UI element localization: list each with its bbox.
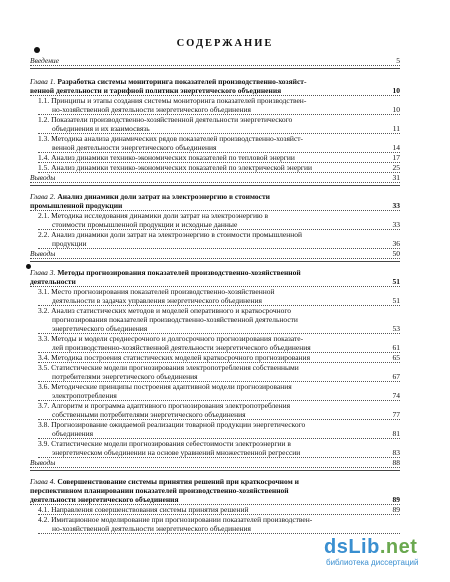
watermark-subtitle: библиотека диссертаций	[326, 558, 419, 567]
chapter-label: Глава 2.	[30, 192, 58, 201]
toc-item	[38, 230, 400, 249]
entry-line: объединения и их взаимосвязь	[38, 124, 400, 134]
entry-line: 3.4. Методика построения статистических моделей краткосрочного прогнозирования	[38, 353, 400, 363]
entry-line: 3.7. Алгоритм и программа адаптивного прогнозирования электропотребления	[38, 401, 291, 410]
toc-item	[38, 134, 400, 153]
entry-line: Введение	[30, 56, 400, 66]
entry-line: Выводы	[30, 249, 400, 259]
entry-line: лей производственно-хозяйственной деятельности энергетического объединения	[38, 343, 400, 353]
chapter-heading	[30, 268, 400, 287]
page-number: 36	[392, 239, 400, 248]
page-title: СОДЕРЖАНИЕ	[176, 38, 274, 49]
toc-item	[38, 115, 400, 134]
bullet-mark	[34, 47, 40, 53]
entry-line: Выводы	[30, 458, 400, 468]
section-divider	[30, 470, 400, 471]
toc-item	[38, 163, 400, 173]
chapter-title: Методы прогнозирования показателей производственно-хозяйственной	[57, 268, 301, 277]
page-number: 11	[392, 124, 400, 133]
entry-line: 3.9. Статистические модели прогнозирования себестоимости электроэнергии в	[38, 439, 291, 448]
page-number: 14	[392, 143, 400, 152]
entry-line: 1.4. Анализ динамики технико-экономических показателей по тепловой энергии	[38, 153, 400, 163]
page-number: 67	[392, 372, 400, 381]
entry-line: 4.2. Имитационное моделирование при прогнозировании показателей производствен-	[38, 515, 313, 524]
page-number: 83	[392, 448, 400, 457]
entry-line: 3.3. Методы и модели среднесрочного и долгосрочного прогнозирования показате-	[38, 334, 304, 343]
entry-line: деятельности энергетического объединения	[30, 495, 400, 505]
toc-item	[38, 96, 400, 115]
page-number: 25	[392, 163, 400, 172]
chapter-heading	[30, 192, 400, 211]
entry-line: 3.5. Статистические модели прогнозирования электропотребления собственными	[38, 363, 299, 372]
entry-line	[30, 192, 400, 201]
page-number: 10	[392, 86, 400, 95]
page-number: 88	[392, 458, 400, 467]
entry-line: стоимости промышленной продукции и исходные данные	[38, 220, 400, 230]
page-number: 89	[392, 495, 400, 504]
toc-item	[38, 363, 400, 382]
entry-line: 1.3. Методика анализа динамических рядов показателей производственно-хозяйст-	[38, 134, 304, 143]
page-number: 33	[392, 220, 400, 229]
watermark	[324, 536, 442, 570]
page-number: 74	[392, 391, 400, 400]
toc-intro	[30, 56, 400, 66]
page-number: 50	[392, 249, 400, 258]
section-divider	[30, 68, 400, 69]
page-number: 61	[392, 343, 400, 352]
entry-line: деятельности	[30, 277, 400, 287]
chapter-title: Совершенствование системы принятия решений при краткосрочном и	[57, 477, 299, 486]
entry-line: промышленной продукции	[30, 201, 400, 211]
toc-item	[38, 439, 400, 458]
entry-line	[30, 77, 400, 86]
page-number: 33	[392, 201, 400, 210]
entry-line	[30, 268, 400, 277]
chapter-heading	[30, 77, 400, 96]
entry-line: 3.1. Место прогнозирования показателей производственно-хозяйственной	[38, 287, 275, 296]
entry-line: потребителями энергетического объединения	[38, 372, 400, 382]
toc-item	[38, 382, 400, 401]
entry-line: Выводы	[30, 173, 400, 183]
chapter-label: Глава 3.	[30, 268, 58, 277]
toc-item	[38, 420, 400, 439]
entry-line: 4.1. Направления совершенствования системы принятия решений	[38, 505, 400, 515]
entry-line: венной деятельности энергетического объединения	[38, 143, 400, 153]
chapter-conclusions	[30, 249, 400, 259]
chapter-heading	[30, 477, 400, 505]
toc-item	[38, 401, 400, 420]
chapter-conclusions	[30, 173, 400, 183]
toc-item	[38, 334, 400, 353]
entry-line: 1.2. Показатели производственно-хозяйственной деятельности энергетического	[38, 115, 293, 124]
chapter-title: Разработка системы мониторинга показателей производственно-хозяйст-	[57, 77, 307, 86]
entry-line: собственными потребителями энергетического объединения	[38, 410, 400, 420]
chapter-label: Глава 1.	[30, 77, 58, 86]
page-number: 89	[392, 505, 400, 514]
toc-item	[38, 515, 400, 534]
section-divider	[30, 261, 400, 262]
entry-line: прогнозирования показателей производственно-хозяйственной деятельности	[52, 315, 298, 324]
page-number: 77	[392, 410, 400, 419]
entry-line: 3.2. Анализ статистических методов и моделей оперативного и краткосрочного	[38, 306, 292, 315]
page-number: 51	[392, 277, 400, 286]
entry-line: перспективном планировании показателей производственно-хозяйственной	[30, 486, 289, 495]
entry-line: 3.6. Методические принципы построения адаптивной модели прогнозирования	[38, 382, 292, 391]
page-number: 5	[396, 56, 400, 65]
toc-item	[38, 211, 400, 230]
entry-line: деятельности в задачах управления энергетического объединения	[38, 296, 400, 306]
entry-line: объединения	[38, 429, 400, 439]
toc-item	[38, 287, 400, 306]
entry-line	[30, 477, 400, 486]
page-number: 17	[392, 153, 400, 162]
page-number: 65	[392, 353, 400, 362]
entry-line: 2.2. Анализ динамики доли затрат на электроэнергию в стоимости промышленной	[38, 230, 303, 239]
entry-line: 1.1. Принципы и этапы создания системы мониторинга показателей производствен-	[38, 96, 307, 105]
entry-line: энергетическом объединении на основе уравнений множественной регрессии	[38, 448, 400, 458]
entry-line: 1.5. Анализ динамики технико-экономических показателей по электрической энергии	[38, 163, 400, 173]
chapter-conclusions	[30, 458, 400, 468]
entry-line: но-хозяйственной деятельности энергетического объединения	[38, 524, 400, 534]
page-number: 31	[392, 173, 400, 182]
entry-line: электропотребления	[38, 391, 400, 401]
entry-line: но-хозяйственной деятельности энергетического объединения	[38, 105, 400, 115]
chapter-label: Глава 4.	[30, 477, 58, 486]
toc-item	[38, 505, 400, 515]
page-number: 81	[392, 429, 400, 438]
page-number: 10	[392, 105, 400, 114]
bullet-mark	[26, 264, 31, 269]
page-number: 53	[392, 324, 400, 333]
entry-line: венной деятельности и тарифной политики энергетического объединения	[30, 86, 400, 96]
toc-item	[38, 353, 400, 363]
watermark-logo: dsLib.net	[324, 536, 418, 558]
entry-line: 2.1. Методика исследования динамики доли затрат на электроэнергию в	[38, 211, 268, 220]
entry-line: продукции	[38, 239, 400, 249]
toc-item	[38, 306, 400, 334]
entry-line: 3.8. Прогнозирование ожидаемой реализации товарной продукции энергетического	[38, 420, 306, 429]
section-divider	[30, 185, 400, 186]
toc-item	[38, 153, 400, 163]
entry-line: энергетического объединения	[38, 324, 400, 334]
chapter-title: Анализ динамики доли затрат на электроэнергию в стоимости	[57, 192, 270, 201]
page-number: 51	[392, 296, 400, 305]
